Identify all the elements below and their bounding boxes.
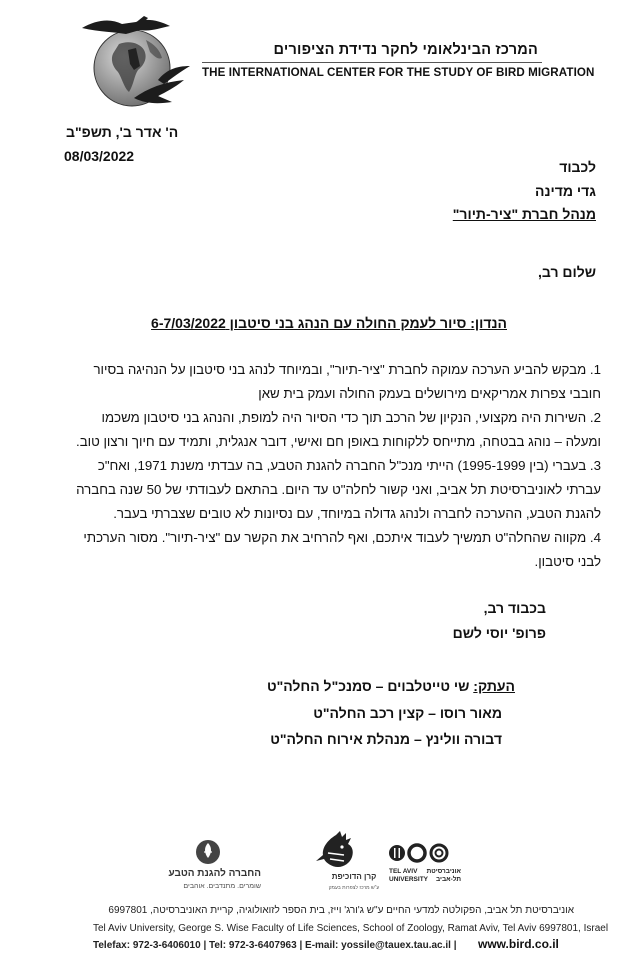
cc-label: העתק: xyxy=(473,678,515,694)
hoopoe-tagline: ע"ש מרכז לצפרות בעמק xyxy=(328,885,380,891)
footer-address-hebrew: אוניברסיטת תל אביב, הפקולטה למדעי החיים ע"ש ג'ורג' וייז, בית הספר לזואולוגיה, קריית האוניברסיטה, 6997801 xyxy=(108,905,574,916)
body-line: 2. השירות היה מקצועי, הנקיון של הרכב תוך כדי הסיור היה למופת, והנהג בני סיטבון משכמו xyxy=(101,410,601,425)
tau-name-he-1: אוניברסיטת xyxy=(426,868,461,875)
footer-website-link[interactable]: www.bird.co.il xyxy=(478,937,559,951)
spni-logo xyxy=(168,838,263,892)
tau-name-en-1: TEL AVIV xyxy=(389,868,418,875)
addressee-title: מנהל חברת "ציר-תיור" xyxy=(452,206,596,222)
body-line: להגנת הטבע, ההערכה לחברה ולנהג גדולה במיוחד, עם נסיונות לא טובים שצברתי בעבר. xyxy=(113,506,601,521)
org-name-english: THE INTERNATIONAL CENTER FOR THE STUDY OF BIRD MIGRATION xyxy=(202,66,595,79)
hebrew-date: ה' אדר ב', תשפ"ב xyxy=(66,124,179,140)
header-divider xyxy=(202,62,542,63)
body-line: 4. מקווה שהחלה"ט תמשיך לעבוד איתכם, ואף להרחיב את הקשר עם "ציר-תיור". מסור הערכתי xyxy=(83,530,601,545)
tau-name-en-2: UNIVERSITY xyxy=(389,876,429,883)
cc-line xyxy=(267,678,515,694)
addressee-name: גדי מדינה xyxy=(534,183,596,199)
closing-regards: בכבוד רב, xyxy=(483,600,546,616)
signatory-name: פרופ' יוסי לשם xyxy=(452,625,546,641)
footer-address-english: Tel Aviv University, George S. Wise Faculty of Life Sciences, School of Zoology, Ramat Aviv, Tel Aviv 6997801, Israel xyxy=(93,923,609,934)
tau-name-he-2: תל-אביב xyxy=(435,876,461,883)
footer-contact: Telefax: 972-3-6406010 | Tel: 972-3-6407963 | E-mail: yossile@tauex.tau.ac.il | xyxy=(93,940,457,951)
body-line: עברתי לאוניברסיטת תל אביב, ואני קשור לחלה"ט עד היום. בהתאם לעבודתי של 50 שנה בחברה xyxy=(76,482,601,497)
org-name-hebrew: המרכז הבינלאומי לחקר נדידת הציפורים xyxy=(273,42,538,58)
subject-label: הנדון: xyxy=(470,315,507,331)
hoopoe-foundation-logo xyxy=(308,829,380,893)
cc-recipient: מאור רוסו – קצין רכב החלה"ט xyxy=(313,705,502,721)
spni-name: החברה להגנת הטבע xyxy=(168,868,261,879)
body-line: חובבי צפרות אמריקאים מירושלים בעמק החולה ועמק בית שאן xyxy=(258,386,601,401)
subject-line xyxy=(151,315,507,331)
spni-tagline: שומרים. מתנדבים. אוהבים xyxy=(183,883,261,890)
tel-aviv-university-logo xyxy=(387,843,462,887)
gregorian-date: 08/03/2022 xyxy=(64,148,135,164)
cc-recipient: דבורה וולינץ – מנהלת אירוח החלה"ט xyxy=(270,731,502,747)
body-line: לבני סיטבון. xyxy=(534,554,601,569)
hoopoe-name: קרן הדוכיפת xyxy=(331,872,377,881)
bird-migration-center-logo xyxy=(74,10,199,114)
greeting: שלום רב, xyxy=(538,264,596,280)
body-line: 1. מבקש להביע הערכה עמוקה לחברת "ציר-תיור", ובמיוחד לנהג בני סיטבון על הנהיגה בסיור xyxy=(93,362,601,377)
body-line: 3. בעברי (בין 1995-1999) הייתי מנכ"ל החברה להגנת הטבע, בה עבדתי משנת 1971, ואח"כ xyxy=(97,458,601,473)
addressee-salutation: לכבוד xyxy=(559,159,596,175)
body-line: ומעלה – נוהג בבטחה, מתייחס ללקוחות באופן חם ואישי, דובר אנגלית, ותמיד עם חיוך ורצון טוב. xyxy=(76,434,601,449)
cc-recipient: שי טייטלבוים – סמנכ"ל החלה"ט xyxy=(266,678,474,694)
subject-text: סיור לעמק החולה עם הנהג בני סיטבון 6-7/03/2022 xyxy=(151,315,471,331)
